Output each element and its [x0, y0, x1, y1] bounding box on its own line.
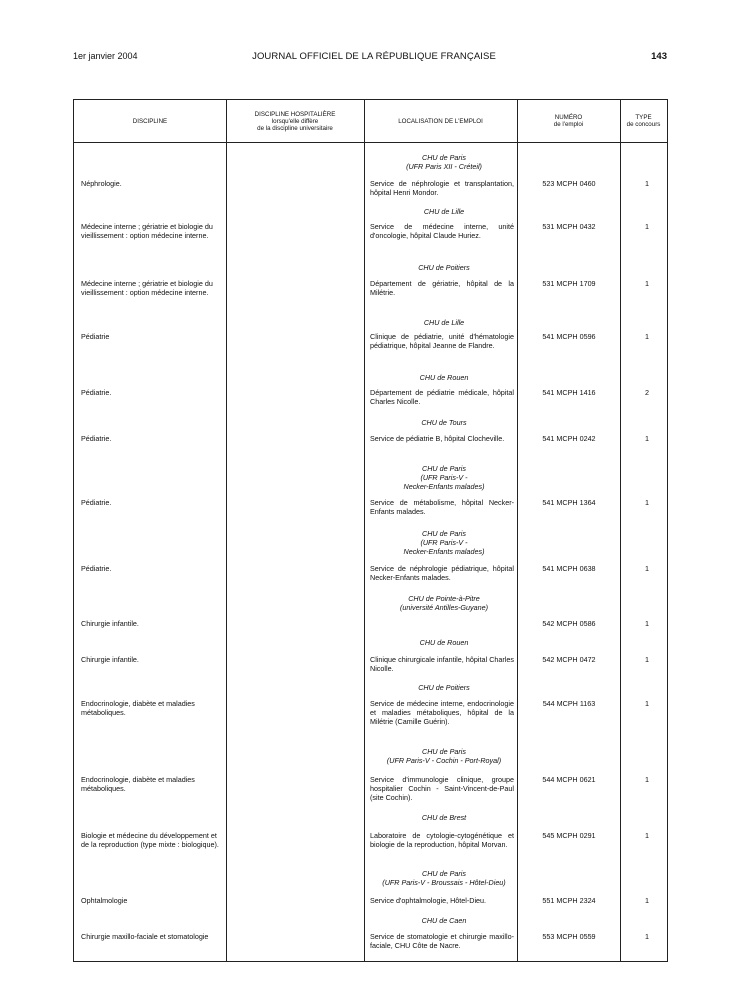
chu-heading: CHU de Paris (UFR Paris-V - Necker-Enfants malades)	[403, 464, 485, 491]
job-number-cell: 542 MCPH 0472	[542, 655, 596, 664]
page-number: 143	[651, 51, 667, 62]
job-number-cell: 553 MCPH 0559	[542, 932, 596, 941]
job-number-cell: 531 MCPH 0432	[542, 222, 596, 231]
location-cell: Clinique de pédiatrie, unité d'hématologie pédiatrique, hôpital Jeanne de Flandre.	[370, 332, 514, 350]
column-header-type: TYPE de concours	[626, 114, 661, 128]
competition-type-cell: 1	[645, 699, 649, 708]
competition-type-cell: 1	[645, 775, 649, 784]
column-divider	[226, 100, 227, 961]
competition-type-cell: 1	[645, 831, 649, 840]
discipline-cell: Biologie et médecine du développement et de la reproduction (type mixte : biologique).	[81, 831, 219, 849]
job-number-cell: 531 MCPH 1709	[542, 279, 596, 288]
discipline-cell: Pédiatrie	[81, 332, 110, 341]
chu-heading: CHU de Paris (UFR Paris-V - Cochin - Port-Royal)	[386, 747, 502, 765]
chu-heading: CHU de Pointe-à-Pitre (université Antilles-Guyane)	[399, 594, 488, 612]
discipline-cell: Médecine interne ; gériatrie et biologie du vieillissement : option médecine interne.	[81, 222, 213, 240]
competition-type-cell: 1	[645, 564, 649, 573]
journal-title: JOURNAL OFFICIEL DE LA RÉPUBLIQUE FRANÇAISE	[252, 51, 496, 62]
chu-heading: CHU de Paris (UFR Paris-V - Necker-Enfants malades)	[403, 529, 485, 556]
discipline-cell: Chirurgie infantile.	[81, 619, 139, 628]
job-number-cell: 551 MCPH 2324	[542, 896, 596, 905]
chu-heading: CHU de Paris (UFR Paris XII - Créteil)	[406, 153, 482, 171]
location-cell: Service de médecine interne, endocrinologie et maladies métaboliques, hôpital de la Milétrie (Camille Guérin).	[370, 699, 514, 726]
job-number-cell: 541 MCPH 0242	[542, 434, 596, 443]
job-number-cell: 544 MCPH 0621	[542, 775, 596, 784]
column-header-discipline: DISCIPLINE	[132, 117, 168, 125]
chu-heading: CHU de Rouen	[419, 638, 469, 647]
location-cell: Clinique chirurgicale infantile, hôpital Charles Nicolle.	[370, 655, 514, 673]
discipline-cell: Pédiatrie.	[81, 498, 112, 507]
location-cell: Service de néphrologie et transplantation, hôpital Henri Mondor.	[370, 179, 514, 197]
chu-heading: CHU de Poitiers	[418, 263, 470, 272]
competition-type-cell: 1	[645, 932, 649, 941]
chu-heading: CHU de Lille	[423, 318, 465, 327]
job-number-cell: 544 MCPH 1163	[542, 699, 596, 708]
discipline-cell: Médecine interne ; gériatrie et biologie du vieillissement : option médecine interne.	[81, 279, 213, 297]
discipline-cell: Pédiatrie.	[81, 564, 112, 573]
competition-type-cell: 1	[645, 179, 649, 188]
job-number-cell: 541 MCPH 0638	[542, 564, 596, 573]
chu-heading: CHU de Brest	[421, 813, 467, 822]
discipline-cell: Pédiatrie.	[81, 388, 112, 397]
location-cell: Service de médecine interne, unité d'oncologie, hôpital Claude Huriez.	[370, 222, 514, 240]
discipline-cell: Chirurgie maxillo-faciale et stomatologie	[81, 932, 209, 941]
competition-type-cell: 1	[645, 655, 649, 664]
location-cell: Service de néphrologie pédiatrique, hôpital Necker-Enfants malades.	[370, 564, 514, 582]
location-cell: Département de pédiatrie médicale, hôpital Charles Nicolle.	[370, 388, 514, 406]
location-cell: Service de stomatologie et chirurgie maxillo-faciale, CHU Côte de Nacre.	[370, 932, 514, 950]
discipline-cell: Chirurgie infantile.	[81, 655, 139, 664]
location-cell: Service d'ophtalmologie, Hôtel-Dieu.	[370, 896, 487, 905]
positions-table	[73, 99, 668, 962]
location-cell: Service de métabolisme, hôpital Necker-Enfants malades.	[370, 498, 514, 516]
header-divider	[74, 142, 667, 143]
column-divider	[620, 100, 621, 961]
column-divider	[364, 100, 365, 961]
chu-heading: CHU de Caen	[421, 916, 467, 925]
job-number-cell: 541 MCPH 1416	[542, 388, 596, 397]
location-cell: Service de pédiatrie B, hôpital Clocheville.	[370, 434, 505, 443]
location-cell: Service d'immunologie clinique, groupe hospitalier Cochin - Saint-Vincent-de-Paul (site Cochin).	[370, 775, 514, 802]
discipline-cell: Néphrologie.	[81, 179, 122, 188]
competition-type-cell: 1	[645, 896, 649, 905]
competition-type-cell: 1	[645, 434, 649, 443]
column-header-location: LOCALISATION DE L'EMPLOI	[398, 117, 483, 125]
job-number-cell: 545 MCPH 0291	[542, 831, 596, 840]
competition-type-cell: 1	[645, 222, 649, 231]
location-cell: Laboratoire de cytologie-cytogénétique et biologie de la reproduction, hôpital Morvan.	[370, 831, 514, 849]
discipline-cell: Pédiatrie.	[81, 434, 112, 443]
competition-type-cell: 1	[645, 279, 649, 288]
chu-heading: CHU de Lille	[423, 207, 465, 216]
discipline-cell: Endocrinologie, diabète et maladies métaboliques.	[81, 699, 195, 717]
chu-heading: CHU de Paris (UFR Paris-V - Broussais - Hôtel-Dieu)	[382, 869, 506, 887]
competition-type-cell: 1	[645, 498, 649, 507]
competition-type-cell: 2	[645, 388, 649, 397]
discipline-cell: Endocrinologie, diabète et maladies métaboliques.	[81, 775, 195, 793]
job-number-cell: 523 MCPH 0460	[542, 179, 596, 188]
competition-type-cell: 1	[645, 619, 649, 628]
competition-type-cell: 1	[645, 332, 649, 341]
job-number-cell: 541 MCPH 1364	[542, 498, 596, 507]
column-header-hospital-discipline: DISCIPLINE HOSPITALIÈRE lorsqu'elle diffère de la discipline universitaire	[254, 110, 336, 132]
chu-heading: CHU de Tours	[421, 418, 467, 427]
page-date: 1er janvier 2004	[73, 51, 138, 61]
column-divider	[517, 100, 518, 961]
location-cell: Département de gériatrie, hôpital de la Milétrie.	[370, 279, 514, 297]
column-header-number: NUMÉRO de l'emploi	[553, 114, 584, 128]
job-number-cell: 541 MCPH 0596	[542, 332, 596, 341]
chu-heading: CHU de Poitiers	[418, 683, 470, 692]
job-number-cell: 542 MCPH 0586	[542, 619, 596, 628]
chu-heading: CHU de Rouen	[419, 373, 469, 382]
discipline-cell: Ophtalmologie	[81, 896, 128, 905]
